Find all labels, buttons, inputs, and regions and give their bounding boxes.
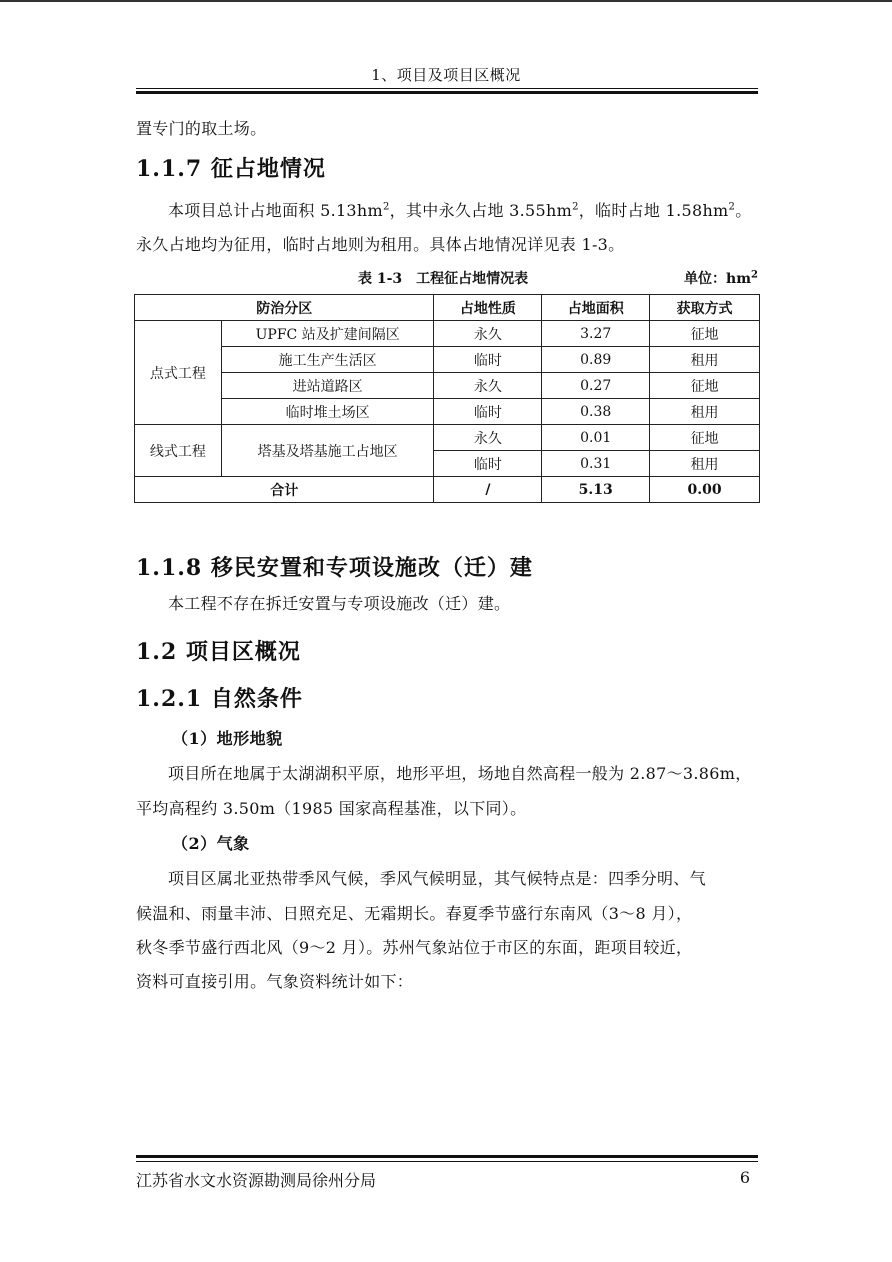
method-cell: 征地 [650, 373, 760, 399]
size-cell: 0.38 [542, 399, 650, 425]
heading-1-2: 1.2 项目区概况 [136, 639, 301, 665]
table-row [135, 347, 760, 373]
climate-line-2: 候温和、雨量丰沛、日照充足、无霜期长。春夏季节盛行东南风（3～8 月）， [136, 904, 693, 923]
method-cell: 征地 [650, 425, 760, 451]
climate-line-4: 资料可直接引用。气象资料统计如下： [136, 972, 414, 991]
intro-line: 置专门的取土场。 [136, 119, 267, 138]
nature-cell: 永久 [434, 425, 542, 451]
table-caption: 表 1-3 工程征占地情况表 [358, 271, 529, 287]
area-cell: UPFC 站及扩建间隔区 [221, 321, 434, 347]
method-cell: 租用 [650, 399, 760, 425]
header-cell: 获取方式 [650, 295, 760, 321]
land-table [134, 294, 760, 503]
footer-rule-thin [136, 1161, 758, 1162]
running-header: 1、项目及项目区概况 [371, 66, 521, 84]
terrain-line-2: 平均高程约 3.50m（1985 国家高程基准，以下同）。 [136, 799, 527, 818]
table-header-row [135, 295, 760, 321]
resettlement-para: 本工程不存在拆迁安置与专项设施改（迁）建。 [168, 594, 511, 613]
size-cell: 0.89 [542, 347, 650, 373]
header-cell: 占地面积 [542, 295, 650, 321]
table-total-row [135, 477, 760, 503]
size-cell: 0.27 [542, 373, 650, 399]
header-rule-thin [136, 88, 758, 89]
group-cell: 点式工程 [135, 321, 222, 425]
land-para-line-2: 永久占地均为征用，临时占地则为租用。具体占地情况详见表 1-3。 [136, 235, 625, 254]
area-cell: 进站道路区 [221, 373, 434, 399]
heading-1-1-7: 1.1.7 征占地情况 [136, 156, 326, 182]
footer-organization: 江苏省水文水资源勘测局徐州分局 [136, 1171, 377, 1190]
header-rule-thick [136, 91, 758, 94]
group-cell: 线式工程 [135, 425, 222, 477]
method-cell: 租用 [650, 347, 760, 373]
subheading-climate: （2）气象 [172, 834, 250, 853]
terrain-line-1: 项目所在地属于太湖湖积平原，地形平坦，场地自然高程一般为 2.87～3.86m， [168, 764, 752, 783]
land-para-line-1: 本项目总计占地面积 $5.13hm^2$，其中永久占地 $3.55hm^2$，临时占地 $1.58hm^2$。 [168, 201, 752, 220]
footer-rule-thick [136, 1155, 758, 1158]
size-cell: 3.27 [542, 321, 650, 347]
heading-1-1-8: 1.1.8 移民安置和专项设施改（迁）建 [136, 555, 533, 581]
table-row [135, 399, 760, 425]
climate-line-1: 项目区属北亚热带季风气候，季风气候明显，其气候特点是：四季分明、气 [168, 869, 706, 888]
nature-cell: 永久 [434, 321, 542, 347]
table-unit: 单位：$hm^2$ [684, 269, 758, 287]
size-cell: 0.01 [542, 425, 650, 451]
size-cell: 0.31 [542, 451, 650, 477]
total-method-cell: 0.00 [650, 477, 760, 503]
method-cell: 租用 [650, 451, 760, 477]
total-label-cell: 合计 [135, 477, 434, 503]
area-cell: 塔基及塔基施工占地区 [221, 425, 434, 477]
page-top-border [0, 0, 892, 2]
total-nature-cell: / [434, 477, 542, 503]
nature-cell: 永久 [434, 373, 542, 399]
nature-cell: 临时 [434, 451, 542, 477]
total-size-cell: 5.13 [542, 477, 650, 503]
heading-1-2-1: 1.2.1 自然条件 [136, 686, 303, 712]
table-row [135, 321, 760, 347]
table-row [135, 425, 760, 451]
subheading-terrain: （1）地形地貌 [172, 729, 283, 748]
area-cell: 施工生产生活区 [221, 347, 434, 373]
header-cell: 防治分区 [135, 295, 434, 321]
area-cell: 临时堆土场区 [221, 399, 434, 425]
header-cell: 占地性质 [434, 295, 542, 321]
nature-cell: 临时 [434, 347, 542, 373]
page-number: 6 [739, 1168, 750, 1187]
table-row [135, 373, 760, 399]
climate-line-3: 秋冬季节盛行西北风（9～2 月）。苏州气象站位于市区的东面，距项目较近， [136, 938, 693, 957]
method-cell: 征地 [650, 321, 760, 347]
nature-cell: 临时 [434, 399, 542, 425]
